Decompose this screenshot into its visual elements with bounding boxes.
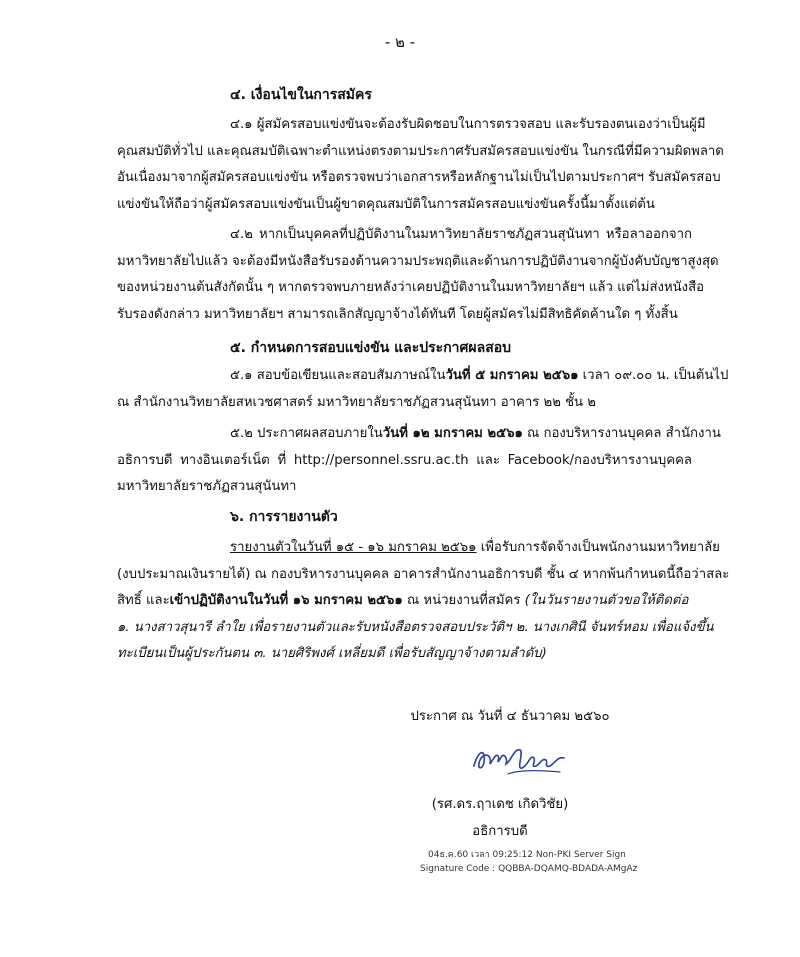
text-line: มหาวิทยาลัยไปแล้ว จะต้องมีหนังสือรับรองด้านความประพฤติและด้านการปฏิบัติงานจากผู้บังคับบัญชาสูงสุด	[117, 253, 719, 269]
text-line: (งบประมาณเงินรายได้) ณ กองบริหารงานบุคคล อาคารสำนักงานอธิการบดี ชั้น ๔ หากพ้นกำหนดนี้ถือว่าสละ	[117, 566, 730, 582]
text-segment: เพื่อรับการจัดจ้างเป็นพนักงานมหาวิทยาลัย	[476, 540, 720, 555]
text-line: ๔.๒ หากเป็นบุคคลที่ปฏิบัติงานในมหาวิทยาลัยราชภัฏสวนสุนันทา หรือลาออกจาก	[230, 227, 692, 242]
text-segment: ๕.๒ ประกาศผลสอบภายใน	[230, 426, 383, 441]
page-number: - ๒ -	[384, 33, 416, 51]
contact-note: (ในวันรายงานตัวขอให้ติดต่อ	[524, 593, 689, 608]
announcement-date: ประกาศ ณ วันที่ ๔ ธันวาคม ๒๕๖๐	[410, 709, 610, 724]
text-line	[117, 535, 720, 562]
text-line: มหาวิทยาลัยราชภัฏสวนสุนันทา	[117, 479, 297, 494]
text-line: อันเนื่องมาจากผู้สมัครสอบแข่งขัน หรือตรวจพบว่าเอกสารหรือหลักฐานไม่เป็นไปตามประกาศฯ รับสมัครสอบ	[117, 170, 721, 185]
text-line: แข่งขันให้ถือว่าผู้สมัครสอบแข่งขันเป็นผู้ขาดคุณสมบัติในการสมัครสอบแข่งขันครั้งนี้มาตั้งแต่ต้น	[117, 196, 655, 212]
text-segment: สิทธิ์ และ	[117, 593, 170, 608]
text-line: ๑. นางสาวสุนารี ลำใย เพื่อรายงานตัวและรับหนังสือตรวจสอบประวัติฯ ๒. นางเกศินี จันทร์หอม เพื่อแจ้งขึ้น	[117, 619, 714, 635]
exam-date: วันที่ ๕ มกราคม ๒๕๖๑	[445, 368, 579, 383]
text-line: อธิการบดี ทางอินเตอร์เน็ต ที่ http://personnel.ssru.ac.th และ Facebook/กองบริหารงานบุคคล	[117, 452, 692, 468]
section4-paragraph-2	[117, 222, 719, 328]
report-date: รายงานตัวในวันที่ ๑๕ - ๑๖ มกราคม ๒๕๖๑	[230, 540, 477, 555]
text-line: คุณสมบัติทั่วไป และคุณสมบัติเฉพาะตำแหน่งตรงตามประกาศรับสมัครสอบแข่งขัน ในกรณีที่มีความผิดพลาด	[117, 143, 724, 159]
text-line: ๔.๑ ผู้สมัครสอบแข่งขันจะต้องรับผิดชอบในการตรวจสอบ และรับรองตนเองว่าเป็นผู้มี	[230, 117, 706, 132]
text-line: ทะเบียนเป็นผู้ประกันตน ๓. นายศิริพงศ์ เหลี่ยมดี เพื่อรับสัญญาจ้างตามลำดับ)	[117, 646, 547, 661]
server-sign-stamp: 04ธ.ค.60 เวลา 09:25:12 Non-PKI Server Sign	[428, 850, 626, 860]
section6-heading: ๖. การรายงานตัว	[230, 509, 338, 525]
signature-code: Signature Code : QQBBA-DQAMQ-BDADA-AMgAz	[420, 864, 638, 874]
text-line: ณ สำนักงานวิทยาลัยสหเวชศาสตร์ มหาวิทยาลัยราชภัฏสวนสุนันทา อาคาร ๒๒ ชั้น ๒	[117, 394, 596, 410]
section4-heading: ๔. เงื่อนไขในการสมัคร	[230, 87, 372, 103]
text-line: ของหน่วยงานต้นสังกัดนั้น ๆ หากตรวจพบภายหลังว่าเคยปฏิบัติงานในมหาวิทยาลัยฯ แล้ว แต่ไม่ส่งหนังสือ	[117, 280, 705, 295]
signer-position: อธิการบดี	[472, 824, 528, 839]
section4-paragraph-1	[117, 112, 724, 218]
section5-paragraph-1	[117, 363, 729, 416]
text-line: รับรองดังกล่าว มหาวิทยาลัยฯ สามารถเลิกสัญญาจ้างได้ทันที โดยผู้สมัครไม่มีสิทธิคัดค้านใด ๆ ทั้งสิ้น	[117, 306, 678, 322]
text-segment: ณ หน่วยงานที่สมัคร	[402, 593, 525, 608]
section6-paragraph	[117, 535, 730, 668]
text-segment: ณ กองบริหารงานบุคคล สำนักงาน	[522, 426, 721, 441]
text-segment: ๕.๑ สอบข้อเขียนและสอบสัมภาษณ์ใน	[230, 368, 446, 383]
text-line	[117, 363, 729, 390]
signer-name: (รศ.ดร.ฤาเดช เกิดวิชัย)	[431, 797, 569, 812]
signature-image	[468, 740, 578, 780]
result-date: วันที่ ๑๒ มกราคม ๒๕๖๑	[382, 426, 523, 441]
text-segment: เวลา ๐๙.๐๐ น. เป็นต้นไป	[578, 368, 729, 383]
text-line	[117, 421, 721, 448]
section5-paragraph-2	[117, 421, 721, 501]
text-line	[117, 588, 692, 615]
start-work-date: เข้าปฏิบัติงานในวันที่ ๑๖ มกราคม ๒๕๖๑	[169, 593, 403, 608]
section5-heading: ๕. กำหนดการสอบแข่งขัน และประกาศผลสอบ	[230, 340, 512, 356]
